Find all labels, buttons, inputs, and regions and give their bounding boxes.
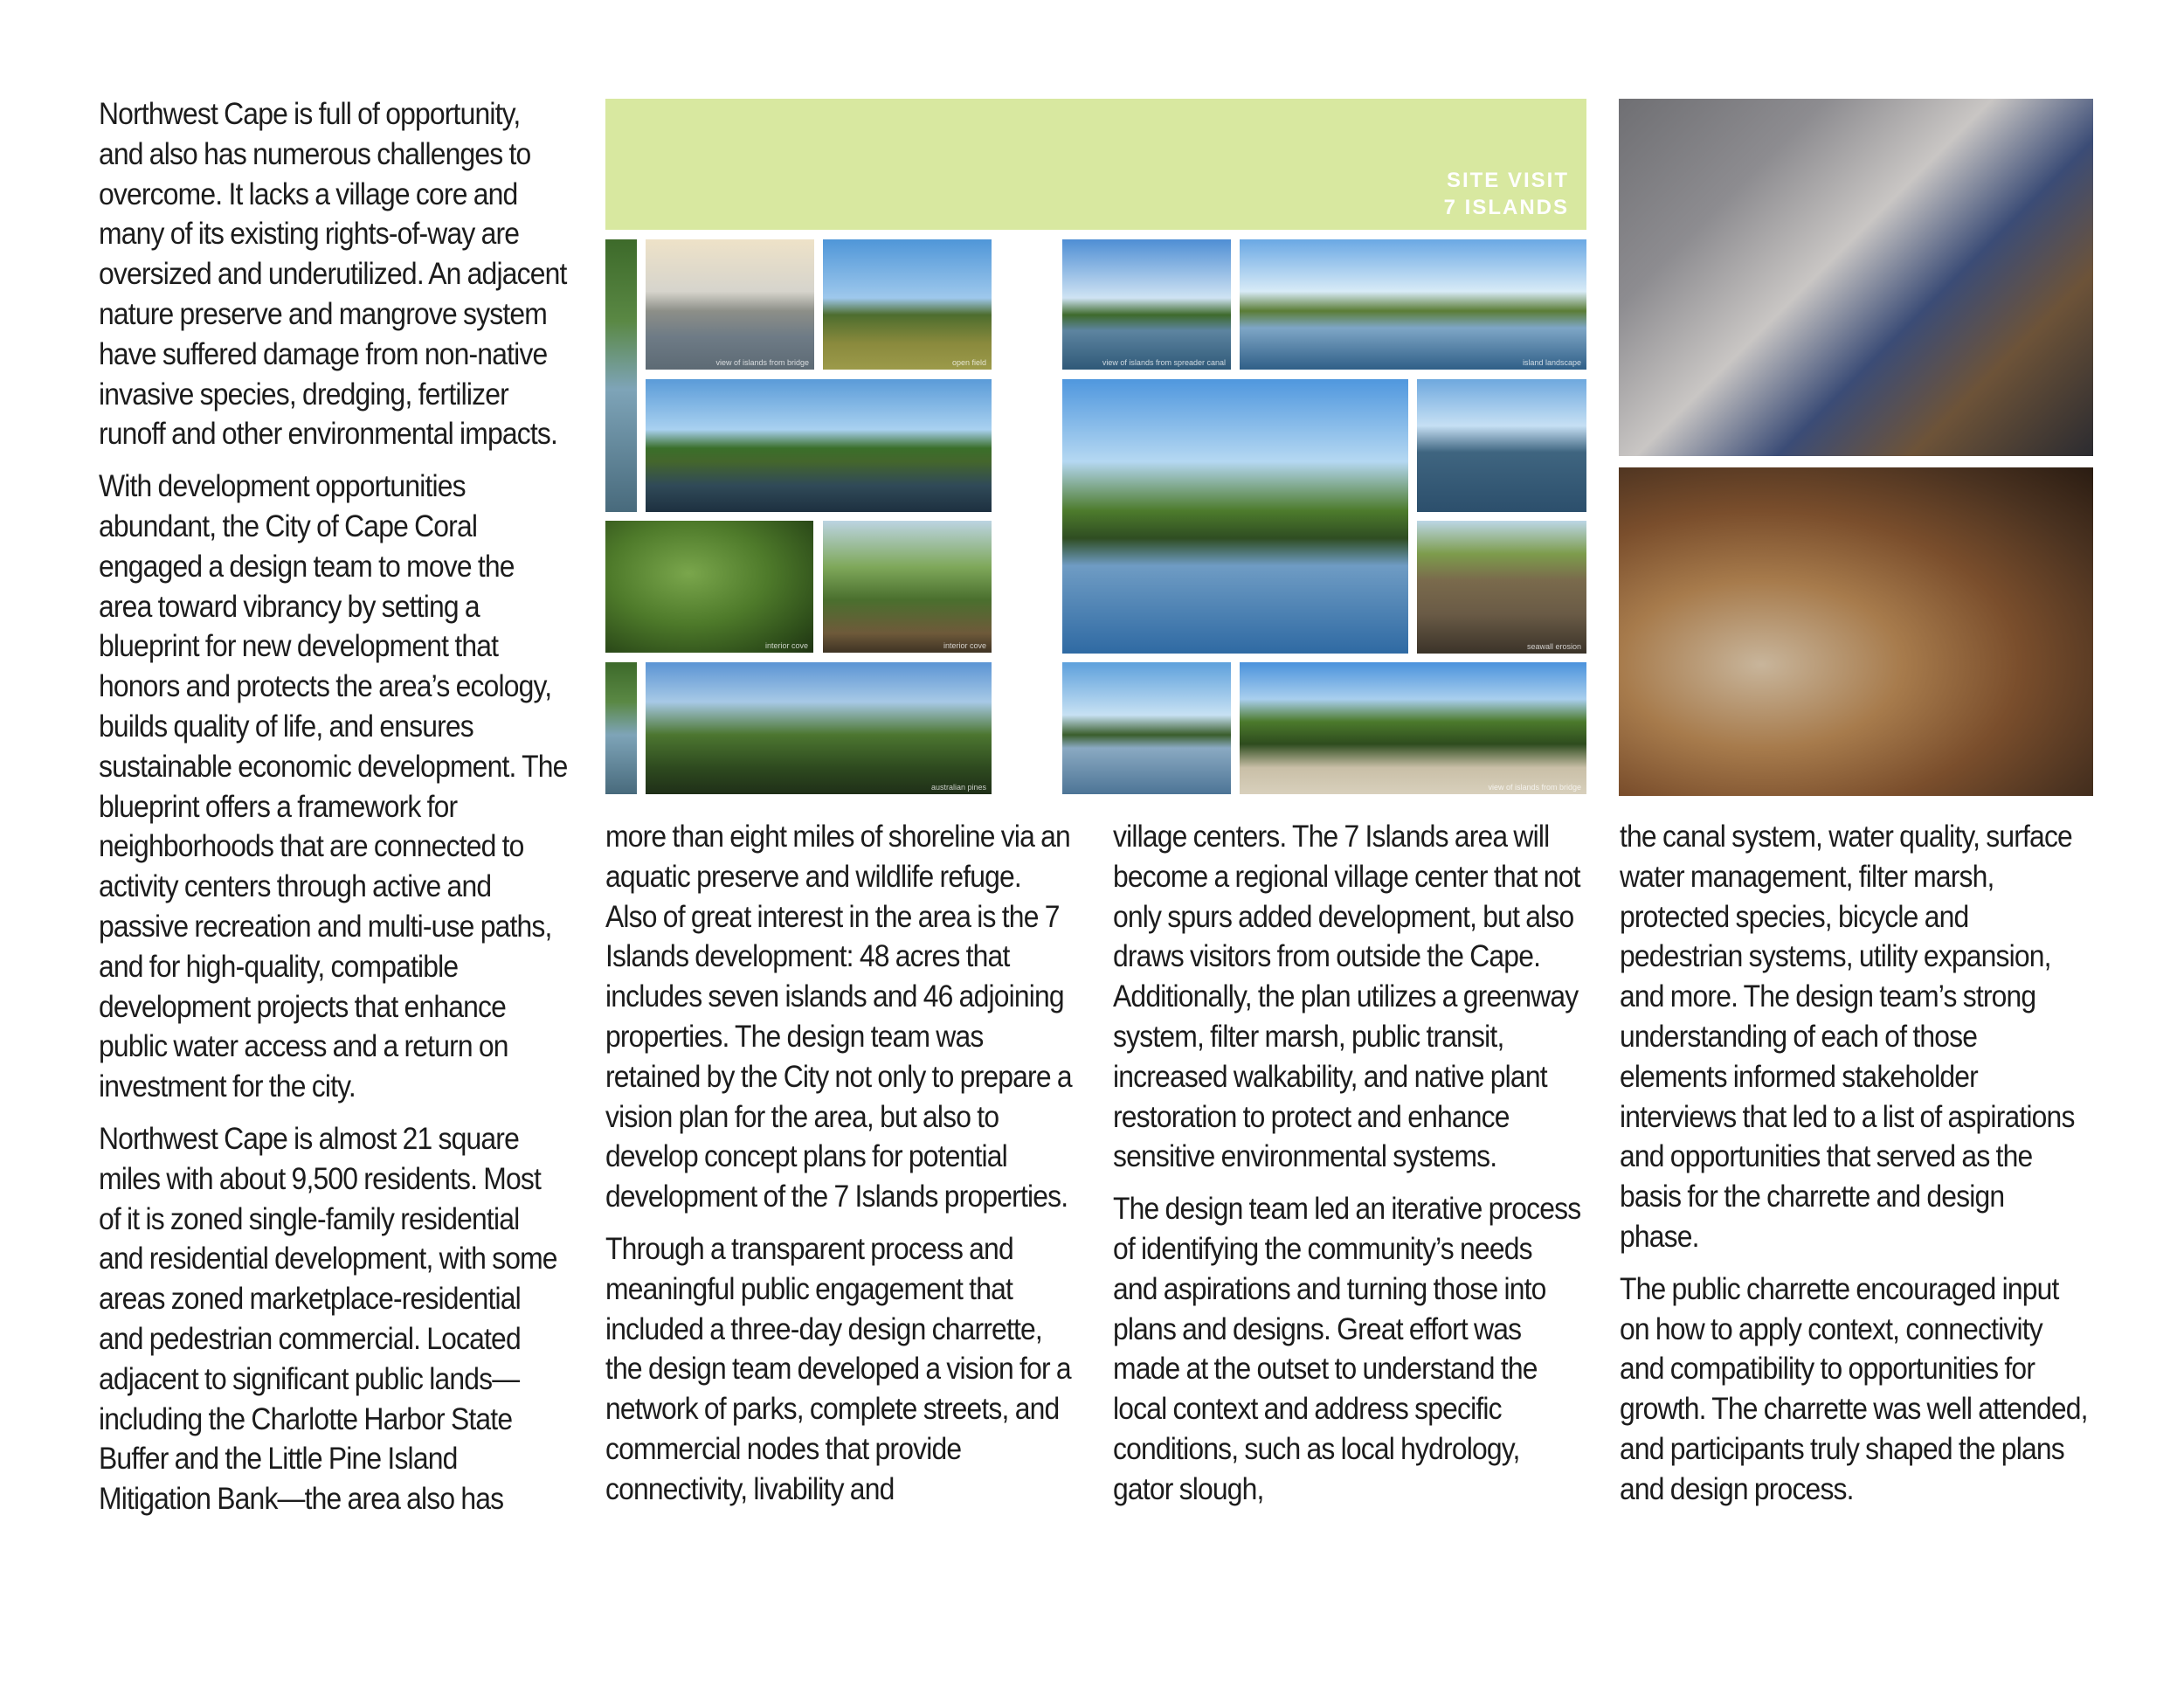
photo-boat-view <box>1417 379 1586 512</box>
banner-line-1: SITE VISIT <box>1446 169 1569 192</box>
paragraph: more than eight miles of shoreline via an aquatic preserve and wildlife refuge. Also of great interest in the area is the 7 Islands development: 48 acres that includes seven islands and 46 adjoining properties. The design team was retained by the City not only to prepare a vision plan for the area, but also to develop concept plans for potential development of the 7 Islands properties. <box>605 820 1072 1214</box>
photo-strip <box>605 239 637 512</box>
paragraph: The design team led an iterative process of identifying the community’s needs and aspirations and turning those into plans and designs. Great effort was made at the outset to understand the local context and address specific conditions, such as local hydrology, gator slough, <box>1113 1192 1581 1506</box>
photo-island-large <box>1062 379 1408 654</box>
photo-caption: view of islands from spreader canal <box>1102 358 1226 367</box>
photo-strip <box>605 662 637 794</box>
text-column-2 <box>605 817 1075 1522</box>
banner-line-2: 7 ISLANDS <box>1443 196 1569 219</box>
photo-charrette-workshop <box>1619 467 2093 796</box>
photo-caption: view of islands from bridge <box>715 358 809 367</box>
photo-caption: open field <box>951 358 986 367</box>
site-visit-banner <box>605 99 1586 230</box>
photo-caption: australian pines <box>930 783 986 792</box>
photo-caption: interior cove <box>764 641 808 650</box>
paragraph: the canal system, water quality, surface water management, filter marsh, protected species, bicycle and pedestrian systems, utility expansion, and more. The design team’s strong understanding of each of those elements informed stakeholder interviews that led to a list of aspirations and opportunities that served as the basis for the charrette and design phase. <box>1620 820 2075 1254</box>
banner-title <box>1444 167 1569 221</box>
photo-bridge <box>1062 662 1231 794</box>
photo-public-meeting <box>1619 99 2093 456</box>
photo-scrub-land <box>1240 662 1586 794</box>
text-column-1 <box>99 94 568 1532</box>
photo-canal-left <box>1062 239 1231 370</box>
text-column-3 <box>1113 817 1582 1522</box>
paragraph: The public charrette encouraged input on how to apply context, connectivity and compatibility to opportunities for growth. The charrette was well attended, and participants truly shaped the plans and design process. <box>1620 1271 2088 1506</box>
photo-island-lake <box>646 379 992 512</box>
paragraph: Through a transparent process and meaningful public engagement that included a three-day design charrette, the design team developed a vision for a network of parks, complete streets, and commercial nodes that provide connectivity, livability and <box>605 1231 1071 1506</box>
paragraph: Northwest Cape is almost 21 square miles with about 9,500 residents. Most of it is zoned single-family residential and residential development, with some areas zoned marketplace-residential and pedestrian commercial. Located adjacent to significant public lands—including the Charlotte Harbor State Buffer and the Little Pine Island Mitigation Bank—the area also has <box>99 1121 557 1517</box>
photo-caption: seawall erosion <box>1526 642 1581 651</box>
paragraph: With development opportunities abundant, the City of Cape Coral engaged a design team to move the area toward vibrancy by setting a blueprint for new development that honors and protects the area’s ecology, builds quality of life, and ensures sustainable economic development. The blueprint offers a framework for neighborhoods that are connected to activity centers through active and passive recreation and multi-use paths, and for high-quality, compatible development projects that enhance public water access and a return on investment for the city. <box>99 469 568 1104</box>
photo-hazy-water <box>646 239 814 370</box>
photo-caption: interior cove <box>943 641 986 650</box>
photo-caption: view of islands from bridge <box>1488 783 1581 792</box>
photo-canal-wide <box>1240 239 1586 370</box>
photo-caption: island landscape <box>1522 358 1581 367</box>
photo-green-cove <box>605 521 813 653</box>
text-column-4 <box>1620 817 2089 1522</box>
photo-seawall <box>1417 521 1586 654</box>
photo-australian-pines <box>646 662 992 794</box>
photo-interior-cove <box>823 521 992 653</box>
paragraph: Northwest Cape is full of opportunity, and also has numerous challenges to overcome. It lacks a village core and many of its existing rights-of-way are oversized and underutilized. An adjacent nature preserve and mangrove system have suffered damage from non-native invasive species, dredging, fertilizer runoff and other environmental impacts. <box>99 97 567 452</box>
paragraph: village centers. The 7 Islands area will become a regional village center that not only spurs added development, but also draws visitors from outside the Cape. Additionally, the plan utilizes a greenway system, filter marsh, public transit, increased walkability, and native plant restoration to protect and enhance sensitive environmental systems. <box>1113 820 1580 1174</box>
photo-open-field <box>823 239 992 370</box>
